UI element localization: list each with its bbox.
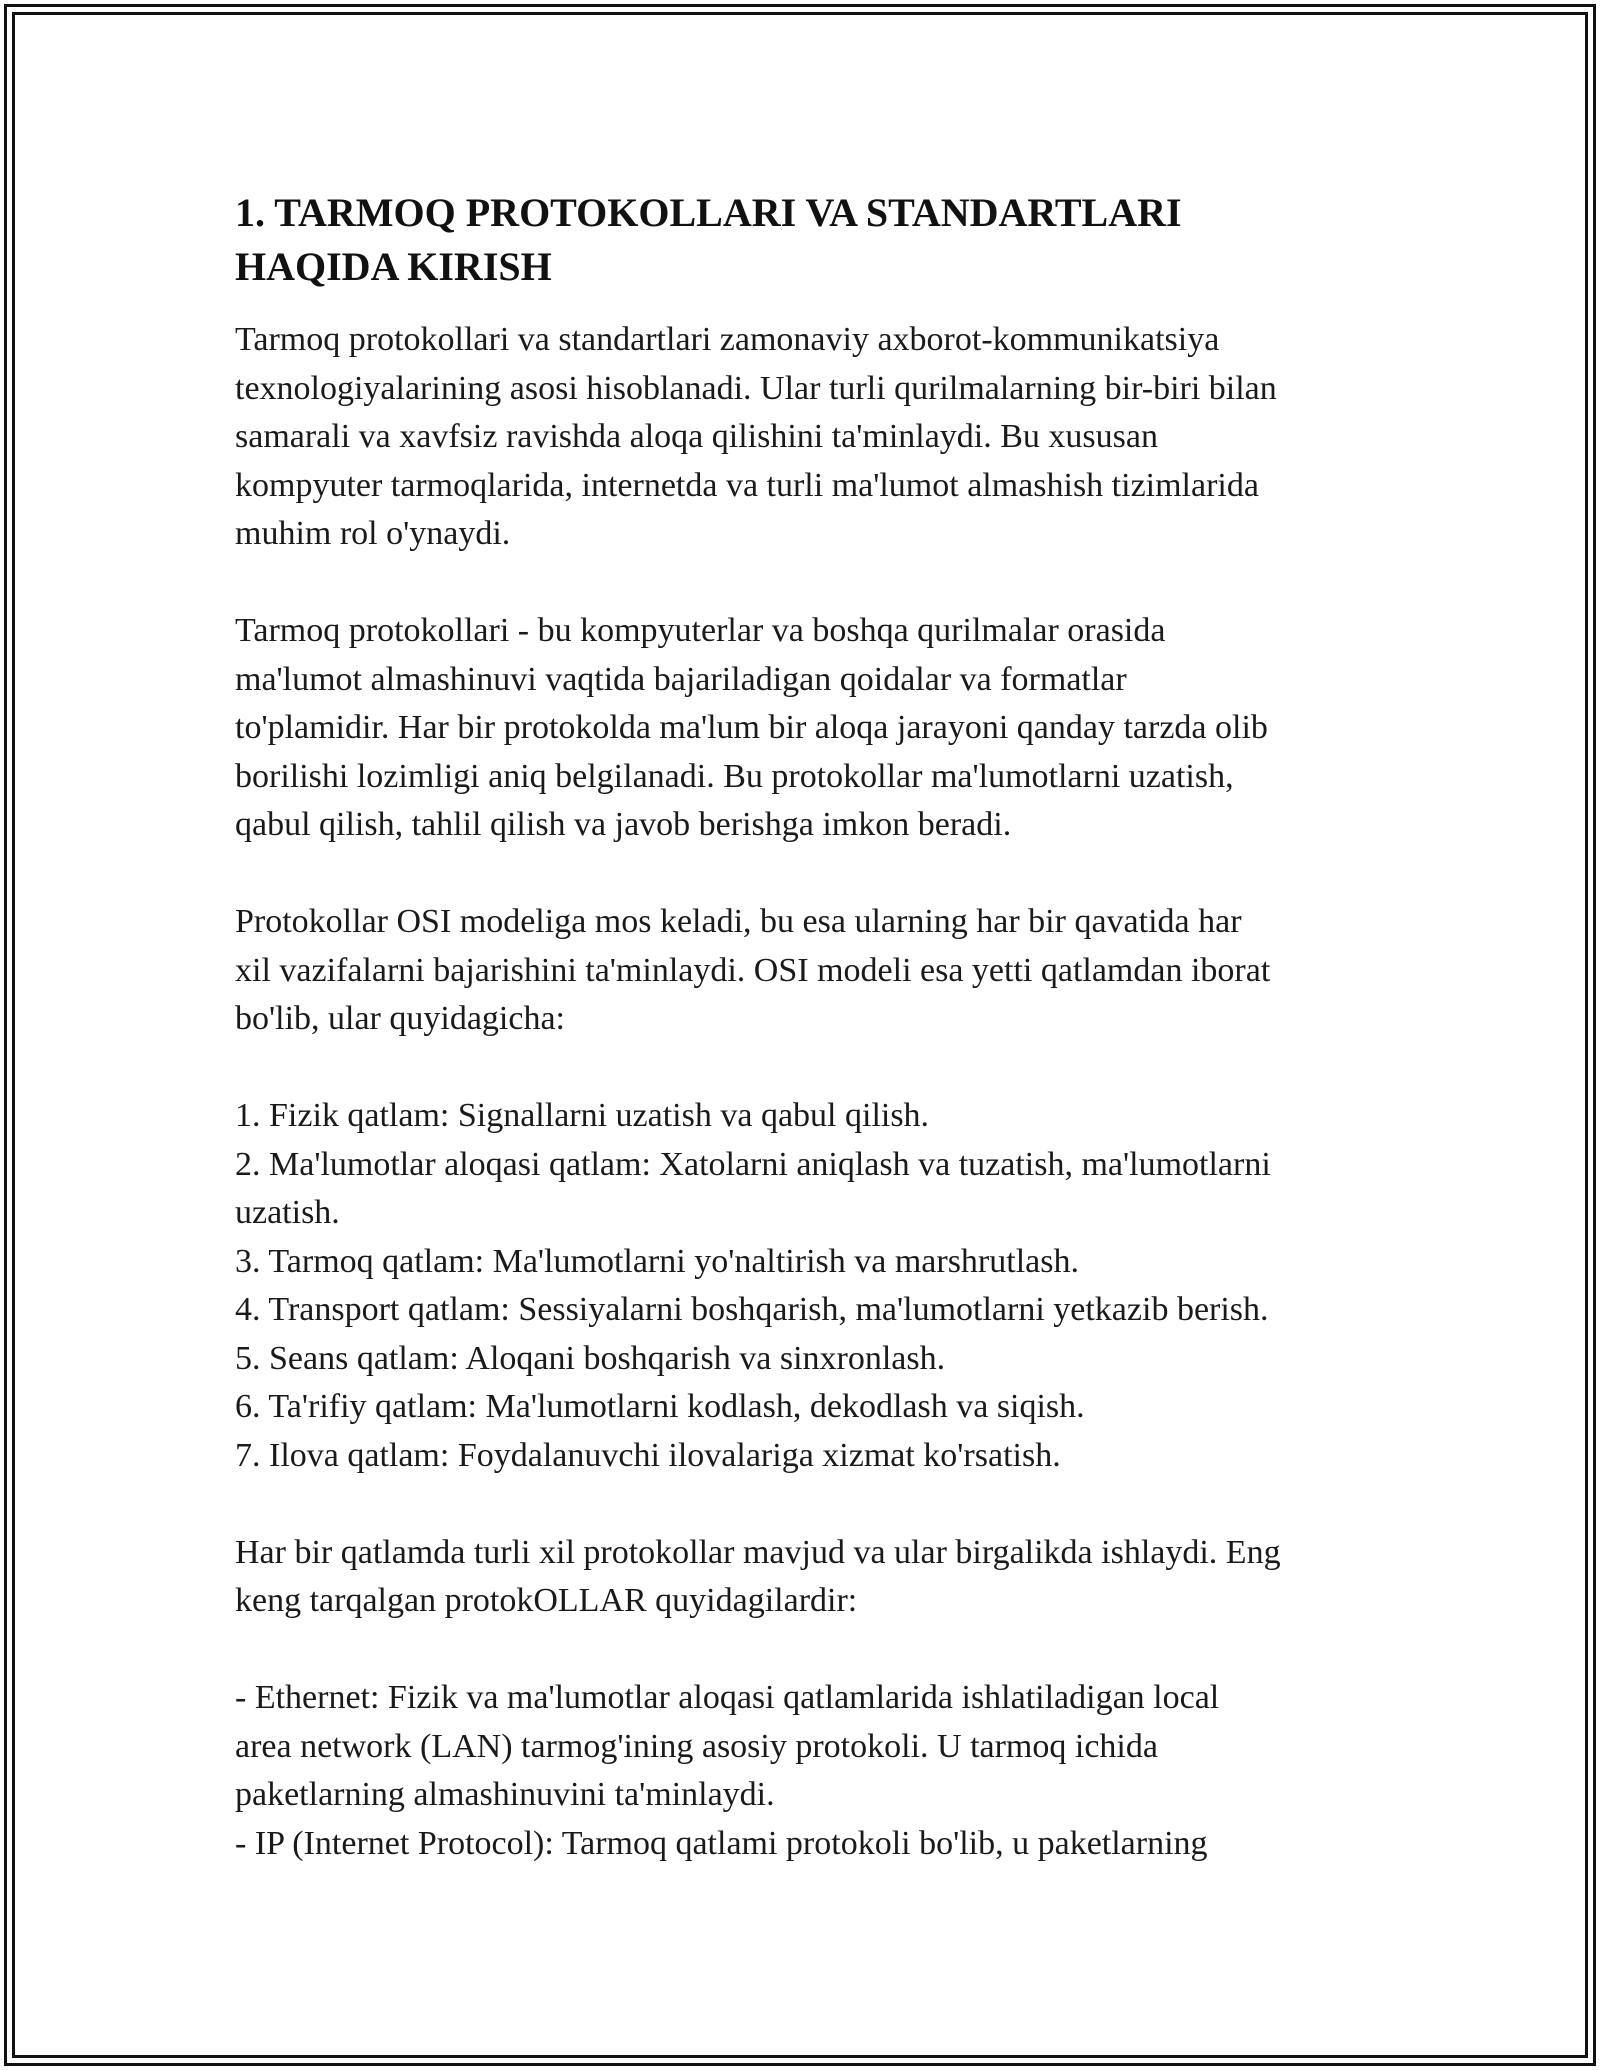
- paragraph-gap: [235, 1626, 1375, 1675]
- section-title: [235, 186, 1375, 294]
- title-line: 1. TARMOQ PROTOKOLLARI VA STANDARTLARI: [235, 190, 1182, 235]
- list-item: - Ethernet: Fizik va ma'lumotlar aloqasi qatlamlarida ishlatiladigan local: [235, 1679, 1220, 1716]
- paragraph-gap: [235, 1044, 1375, 1093]
- text-line: muhim rol o'ynaydi.: [235, 515, 511, 552]
- text-line: ma'lumot almashinuvi vaqtida bajariladigan qoidalar va formatlar: [235, 660, 1127, 698]
- intro-paragraph: [235, 316, 1375, 559]
- text-line: texnologiyalarining asosi hisoblanadi. Ular turli qurilmalarning bir-biri bilan: [235, 369, 1277, 407]
- text-line: Tarmoq protokollari - bu kompyuterlar va boshqa qurilmalar orasida: [235, 612, 1166, 649]
- list-item: 5. Seans qatlam: Aloqani boshqarish va sinxronlash.: [235, 1339, 946, 1377]
- osi-intro-paragraph: [235, 898, 1375, 1044]
- text-line: kompyuter tarmoqlarida, internetda va turli ma'lumot almashish tizimlarida: [235, 466, 1259, 504]
- osi-layer-list: [235, 1092, 1375, 1480]
- text-line: bo'lib, ular quyidagicha:: [235, 1000, 565, 1037]
- list-item: 7. Ilova qatlam: Foydalanuvchi ilovalariga xizmat ko'rsatish.: [235, 1436, 1061, 1474]
- text-line: samarali va xavfsiz ravishda aloqa qilishini ta'minlaydi. Bu xususan: [235, 418, 1158, 455]
- list-item: - IP (Internet Protocol): Tarmoq qatlami protokoli bo'lib, u paketlarning: [235, 1824, 1208, 1862]
- list-item: area network (LAN) tarmog'ining asosiy protokoli. U tarmoq ichida: [235, 1727, 1158, 1765]
- list-item: 1. Fizik qatlam: Signallarni uzatish va qabul qilish.: [235, 1097, 930, 1134]
- document-body: [235, 186, 1375, 1868]
- title-line: HAQIDA KIRISH: [235, 244, 552, 289]
- text-line: keng tarqalgan protokOLLAR quyidagilardir:: [235, 1582, 858, 1619]
- list-item: uzatish.: [235, 1194, 340, 1231]
- text-line: qabul qilish, tahlil qilish va javob berishga imkon beradi.: [235, 806, 1012, 843]
- list-item: 3. Tarmoq qatlam: Ma'lumotlarni yo'naltirish va marshrutlash.: [235, 1242, 1079, 1280]
- text-line: Protokollar OSI modeliga mos keladi, bu esa ularning har bir qavatida har: [235, 903, 1242, 940]
- text-line: borilishi lozimligi aniq belgilanadi. Bu protokollar ma'lumotlarni uzatish,: [235, 757, 1234, 795]
- text-line: Tarmoq protokollari va standartlari zamonaviy axborot-kommunikatsiya: [235, 321, 1220, 358]
- paragraph-gap: [235, 850, 1375, 899]
- protocol-list: [235, 1674, 1375, 1868]
- text-line: to'plamidir. Har bir protokolda ma'lum bir aloqa jarayoni qanday tarzda olib: [235, 709, 1268, 746]
- protocols-intro-paragraph: [235, 1529, 1375, 1626]
- list-item: 4. Transport qatlam: Sessiyalarni boshqarish, ma'lumotlarni yetkazib berish.: [235, 1291, 1269, 1328]
- text-line: xil vazifalarni bajarishini ta'minlaydi. OSI modeli esa yetti qatlamdan iborat: [235, 951, 1271, 989]
- list-item: paketlarning almashinuvini ta'minlaydi.: [235, 1776, 775, 1813]
- list-item: 2. Ma'lumotlar aloqasi qatlam: Xatolarni aniqlash va tuzatish, ma'lumotlarni: [235, 1145, 1271, 1183]
- text-line: Har bir qatlamda turli xil protokollar mavjud va ular birgalikda ishlaydi. Eng: [235, 1533, 1281, 1571]
- paragraph-gap: [235, 559, 1375, 608]
- list-item: 6. Ta'rifiy qatlam: Ma'lumotlarni kodlash, dekodlash va siqish.: [235, 1388, 1085, 1425]
- paragraph-gap: [235, 1480, 1375, 1529]
- definition-paragraph: [235, 607, 1375, 850]
